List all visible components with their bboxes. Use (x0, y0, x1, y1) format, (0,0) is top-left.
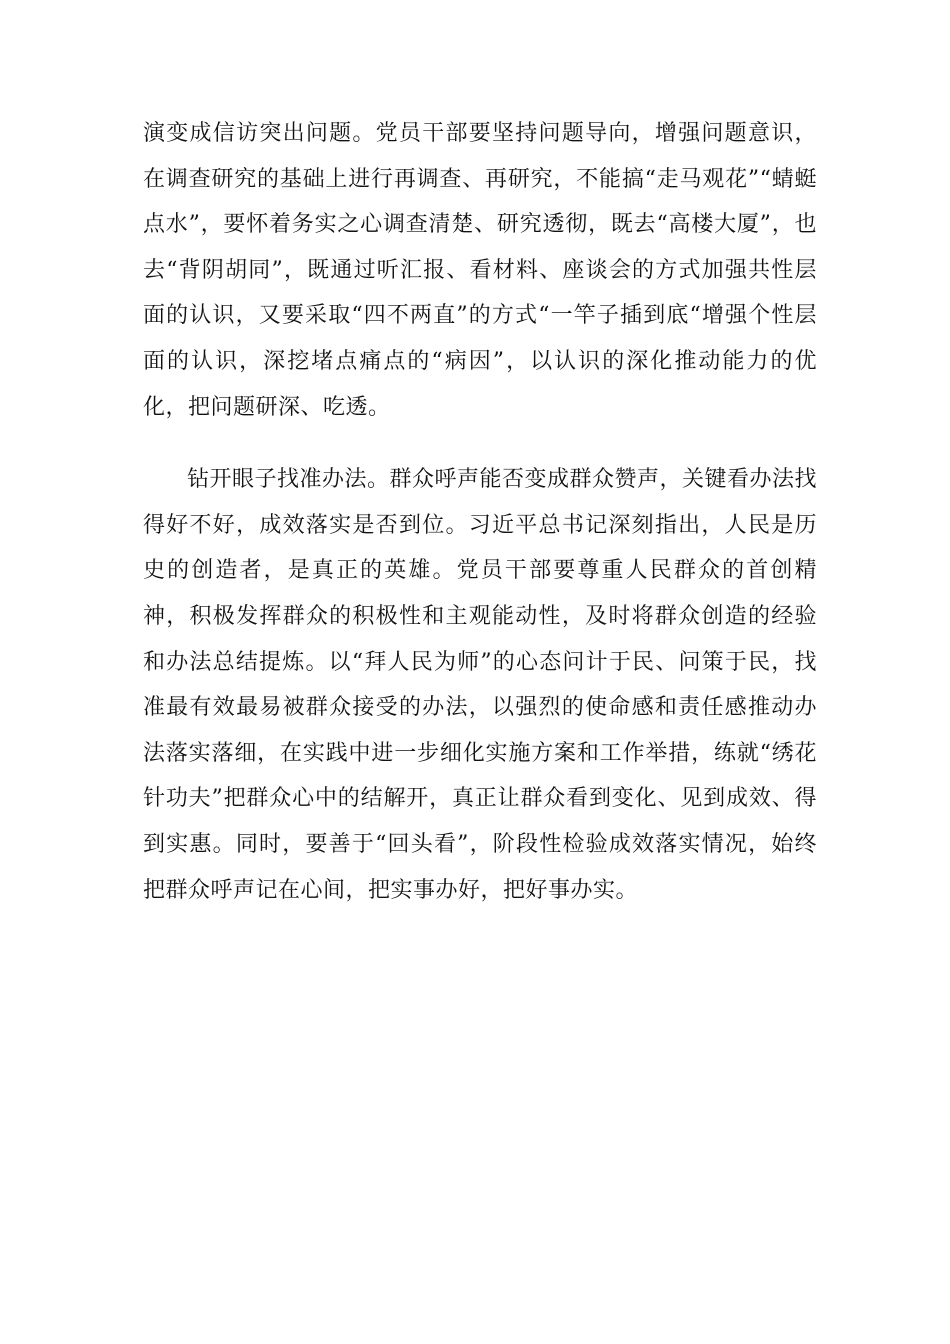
paragraph-find-methods: 钻开眼子找准办法。群众呼声能否变成群众赞声，关键看办法找得好不好，成效落实是否到位。习近平总书记深刻指出，人民是历史的创造者，是真正的英雄。党员干部要尊重人民群众的首创精神，积极发挥群众的积极性和主观能动性，及时将群众创造的经验和办法总结提炼。以“拜人民为师”的心态问计于民、问策于民，找准最有效最易被群众接受的办法，以强烈的使命感和责任感推动办法落实落细，在实践中进一步细化实施方案和工作举措，练就“绣花针功夫”把群众心中的结解开，真正让群众看到变化、见到成效、得到实惠。同时，要善于“回头看”，阶段性检验成效落实情况，始终把群众呼声记在心间，把实事办好，把好事办实。 (143, 467, 818, 903)
paragraph-continued: 演变成信访突出问题。党员干部要坚持问题导向，增强问题意识，在调查研究的基础上进行再调查、再研究，不能搞“走马观花”“蜻蜓点水”，要怀着务实之心调查清楚、研究透彻，既去“高楼大厦”，也去“背阴胡同”，既通过听汇报、看材料、座谈会的方式加强共性层面的认识，又要采取“四不两直”的方式“一竿子插到底“增强个性层面的认识，深挖堵点痛点的“病因”，以认识的深化推动能力的优化，把问题研深、吃透。 (143, 121, 817, 420)
